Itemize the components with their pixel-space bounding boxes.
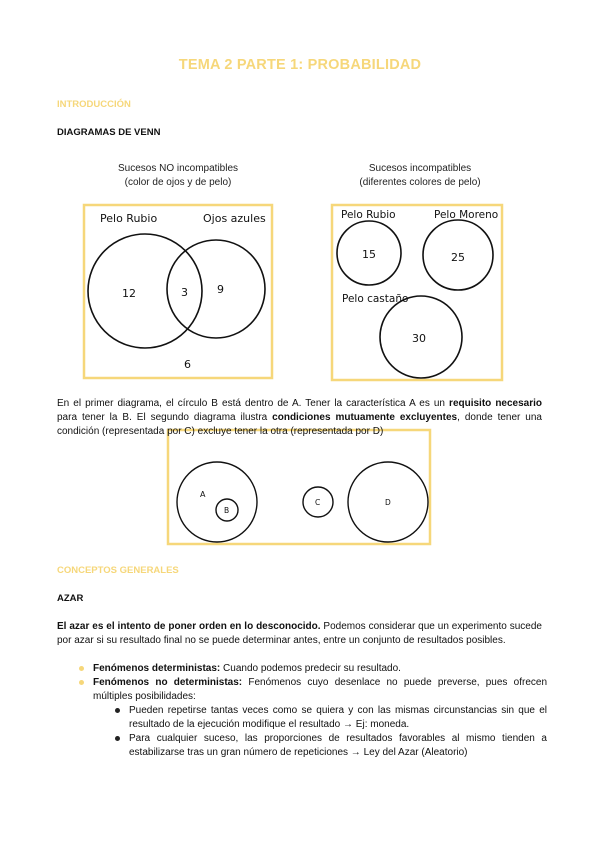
bullet-1-text: Cuando podemos predecir su resultado. <box>220 663 401 674</box>
diagram3-circle-a <box>177 462 257 542</box>
bullet-dot-icon <box>79 666 84 671</box>
bullet-2-text: Fenómenos cuyo desenlace no puede preverse, pues ofrecen múltiples posibilidades: <box>93 677 548 702</box>
phenomena-list <box>57 662 547 760</box>
venn-left-value-ab: 3 <box>181 286 188 299</box>
list-item <box>57 662 547 676</box>
diagram-explanation-paragraph <box>57 397 542 439</box>
venn-right-caption-line1: Sucesos incompatibles <box>368 163 472 174</box>
sub-bullet-1-text: Pueden repetirse tantas veces como se quiera y con las mismas circunstancias sin que el resultado de la ejecución modifique el resultado → Ej: moneda. <box>129 705 547 730</box>
venn-right-value-1: 15 <box>362 248 376 261</box>
diagram3-label-d: D <box>385 498 391 507</box>
venn-right-value-2: 25 <box>451 251 465 264</box>
venn-left-value-outside: 6 <box>184 358 191 371</box>
azar-rest: Podemos considerar que un experimento sucede por azar si su resultado final no se puede determinar antes, entre un conjunto de resultados posibles. <box>57 621 542 646</box>
azar-bold: El azar es el intento de poner orden en lo desconocido. <box>57 621 321 632</box>
venn-left-caption-line1: Sucesos NO incompatibles <box>117 163 239 174</box>
sub-bullet-2-text: Para cualquier suceso, las proporciones de resultados favorables al mismo tienden a estabilizarse tras un gran número de repeticiones → Ley del Azar (Aleatorio) <box>129 733 547 758</box>
para1-text-1: En el primer diagrama, el círculo B está dentro de A. Tener la característica A es un <box>57 398 450 409</box>
venn-left-value-b: 9 <box>217 283 224 296</box>
sub-bullet-dot-icon <box>115 736 120 741</box>
venn-left-frame <box>84 205 272 378</box>
venn-left-value-a: 12 <box>122 287 136 300</box>
bullet-dot-icon <box>79 680 84 685</box>
diagram3-label-c: C <box>315 498 321 507</box>
para1-text-2: para tener la B. El segundo diagrama ilustra <box>57 412 273 423</box>
venn-right-label-1: Pelo Rubio <box>341 209 396 221</box>
bullet-2-bold: Fenómenos no deterministas: <box>93 677 243 688</box>
venn-right-value-3: 30 <box>412 332 426 345</box>
venn-right-caption-line2: (diferentes colores de pelo) <box>359 177 481 188</box>
diagram3-frame <box>168 430 430 544</box>
sub-bullet-dot-icon <box>115 708 120 713</box>
list-item <box>93 704 547 732</box>
list-item <box>57 676 547 760</box>
venn-right-label-3: Pelo castaño <box>342 293 409 305</box>
para1-bold-2: condiciones mutuamente excluyentes <box>272 412 458 423</box>
subheading-azar: AZAR <box>57 593 84 604</box>
diagram3-label-b: B <box>224 506 230 515</box>
page-title: TEMA 2 PARTE 1: PROBABILIDAD <box>178 57 422 73</box>
section-heading-conceptos: CONCEPTOS GENERALES <box>57 565 179 576</box>
para1-text-3: , donde tener una condición (representada por C) excluye tener la otra (representada por D) <box>57 412 542 437</box>
azar-paragraph <box>57 620 542 648</box>
list-item <box>93 732 547 760</box>
section-heading-introduccion: INTRODUCCIÓN <box>57 99 131 110</box>
bullet-1-bold: Fenómenos deterministas: <box>93 663 221 674</box>
venn-left-label-b: Ojos azules <box>203 212 266 225</box>
para1-bold-1: requisito necesario <box>449 398 543 409</box>
subheading-venn: DIAGRAMAS DE VENN <box>57 127 161 138</box>
venn-left-caption-line2: (color de ojos y de pelo) <box>124 177 232 188</box>
venn-right-label-2: Pelo Moreno <box>434 209 499 221</box>
sub-bullet-list <box>93 704 547 760</box>
diagram3-label-a: A <box>200 490 206 499</box>
venn-left-label-a: Pelo Rubio <box>100 212 158 225</box>
